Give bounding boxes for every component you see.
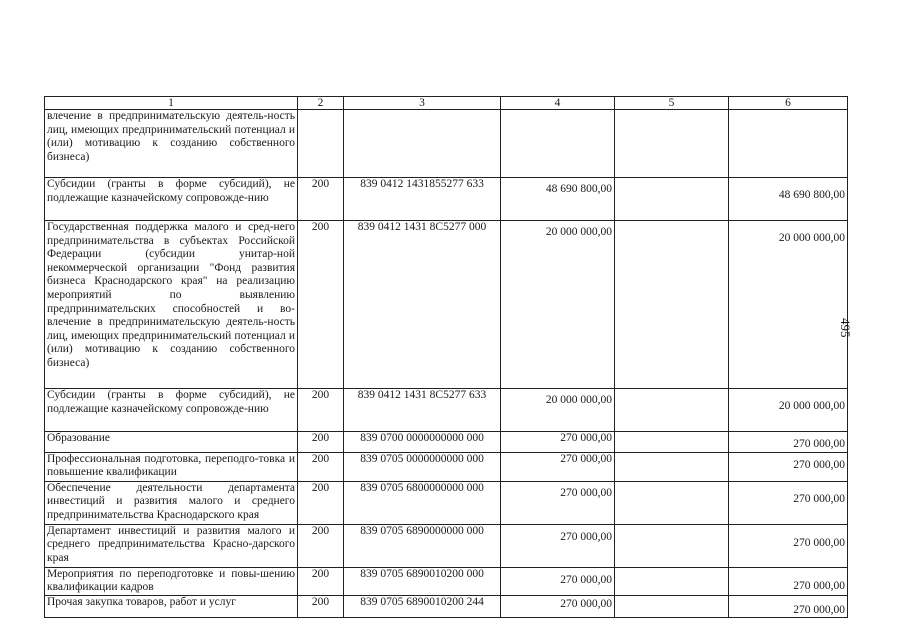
- row-code-cell: [344, 110, 501, 178]
- table-row: [45, 595, 848, 618]
- row-col6-cell: 270 000,00: [729, 595, 848, 618]
- row-col5-cell: [615, 110, 729, 178]
- header-col-6: 6: [729, 97, 848, 110]
- row-sum-cell: 270 000,00: [501, 452, 615, 481]
- header-col-3: 3: [344, 97, 501, 110]
- header-col-5: 5: [615, 97, 729, 110]
- row-col6-cell: 270 000,00: [729, 432, 848, 453]
- row-name-cell: Образование: [45, 432, 298, 453]
- row-vr-cell: 200: [298, 452, 344, 481]
- row-col6-cell: 48 690 800,00: [729, 178, 848, 221]
- row-col5-cell: [615, 524, 729, 567]
- row-name-cell: Департамент инвестиций и развития малого и среднего предпринимательства Красно-дарского края: [45, 524, 298, 567]
- row-sum-cell: 20 000 000,00: [501, 221, 615, 389]
- row-vr-cell: [298, 110, 344, 178]
- header-col-2: 2: [298, 97, 344, 110]
- table-row: [45, 221, 848, 389]
- row-code-cell: 839 0705 0000000000 000: [344, 452, 501, 481]
- row-code-cell: 839 0700 0000000000 000: [344, 432, 501, 453]
- row-col6-cell: [729, 110, 848, 178]
- row-name-cell: влечение в предпринимательскую деятель-ность лиц, имеющих предпринимательский потенциал и (или) мотивацию к созданию собственного бизнеса): [45, 110, 298, 178]
- row-name-cell: Государственная поддержка малого и сред-него предпринимательства в субъектах Российской Федерации (субсидии унитар-ной некоммерческой организации "Фонд развития бизнеса Краснодарского края" на реализацию мероприятий по выявлению предпринимательских способностей и во-влечение в предпринимательскую деятель-ность лиц, имеющих предпринимательский потенциал и (или) мотивацию к созданию собственного бизнеса): [45, 221, 298, 389]
- row-col6-cell: 270 000,00: [729, 452, 848, 481]
- row-vr-cell: 200: [298, 567, 344, 595]
- row-code-cell: 839 0705 6890010200 000: [344, 567, 501, 595]
- row-col5-cell: [615, 481, 729, 524]
- row-col6-cell: 270 000,00: [729, 524, 848, 567]
- row-sum-cell: 270 000,00: [501, 567, 615, 595]
- row-code-cell: 839 0412 1431855277 633: [344, 178, 501, 221]
- table-row: [45, 389, 848, 432]
- table-row: [45, 110, 848, 178]
- row-sum-cell: 270 000,00: [501, 595, 615, 618]
- row-vr-cell: 200: [298, 221, 344, 389]
- row-col5-cell: [615, 221, 729, 389]
- row-col6-cell: 270 000,00: [729, 567, 848, 595]
- row-col5-cell: [615, 432, 729, 453]
- row-name-cell: Профессиональная подготовка, переподго-товка и повышение квалификации: [45, 452, 298, 481]
- row-col5-cell: [615, 452, 729, 481]
- page-number: 495: [838, 318, 853, 338]
- table-row: [45, 432, 848, 453]
- row-vr-cell: 200: [298, 481, 344, 524]
- row-col5-cell: [615, 178, 729, 221]
- row-code-cell: 839 0412 1431 8C5277 633: [344, 389, 501, 432]
- header-col-1: 1: [45, 97, 298, 110]
- table-body: [45, 97, 848, 618]
- row-col5-cell: [615, 595, 729, 618]
- row-sum-cell: 20 000 000,00: [501, 389, 615, 432]
- row-code-cell: 839 0705 6890010200 244: [344, 595, 501, 618]
- row-code-cell: 839 0705 6800000000 000: [344, 481, 501, 524]
- budget-table: [44, 96, 848, 618]
- row-name-cell: Субсидии (гранты в форме субсидий), не подлежащие казначейскому сопровожде-нию: [45, 178, 298, 221]
- row-name-cell: Мероприятия по переподготовке и повы-шению квалификации кадров: [45, 567, 298, 595]
- row-col6-cell: 20 000 000,00: [729, 221, 848, 389]
- row-vr-cell: 200: [298, 178, 344, 221]
- table-row: [45, 481, 848, 524]
- row-sum-cell: 270 000,00: [501, 481, 615, 524]
- header-row: [45, 97, 848, 110]
- row-col6-cell: 270 000,00: [729, 481, 848, 524]
- header-col-4: 4: [501, 97, 615, 110]
- row-col5-cell: [615, 389, 729, 432]
- row-name-cell: Прочая закупка товаров, работ и услуг: [45, 595, 298, 618]
- table-row: [45, 524, 848, 567]
- row-vr-cell: 200: [298, 432, 344, 453]
- table-row: [45, 178, 848, 221]
- row-sum-cell: [501, 110, 615, 178]
- row-sum-cell: 270 000,00: [501, 432, 615, 453]
- row-col6-cell: 20 000 000,00: [729, 389, 848, 432]
- table-row: [45, 452, 848, 481]
- row-code-cell: 839 0412 1431 8C5277 000: [344, 221, 501, 389]
- row-vr-cell: 200: [298, 389, 344, 432]
- row-vr-cell: 200: [298, 595, 344, 618]
- table-row: [45, 567, 848, 595]
- row-col5-cell: [615, 567, 729, 595]
- row-name-cell: Субсидии (гранты в форме субсидий), не подлежащие казначейскому сопровожде-нию: [45, 389, 298, 432]
- row-vr-cell: 200: [298, 524, 344, 567]
- row-code-cell: 839 0705 6890000000 000: [344, 524, 501, 567]
- row-sum-cell: 270 000,00: [501, 524, 615, 567]
- row-name-cell: Обеспечение деятельности департамента инвестиций и развития малого и среднего предпринимательства Краснодарского края: [45, 481, 298, 524]
- row-sum-cell: 48 690 800,00: [501, 178, 615, 221]
